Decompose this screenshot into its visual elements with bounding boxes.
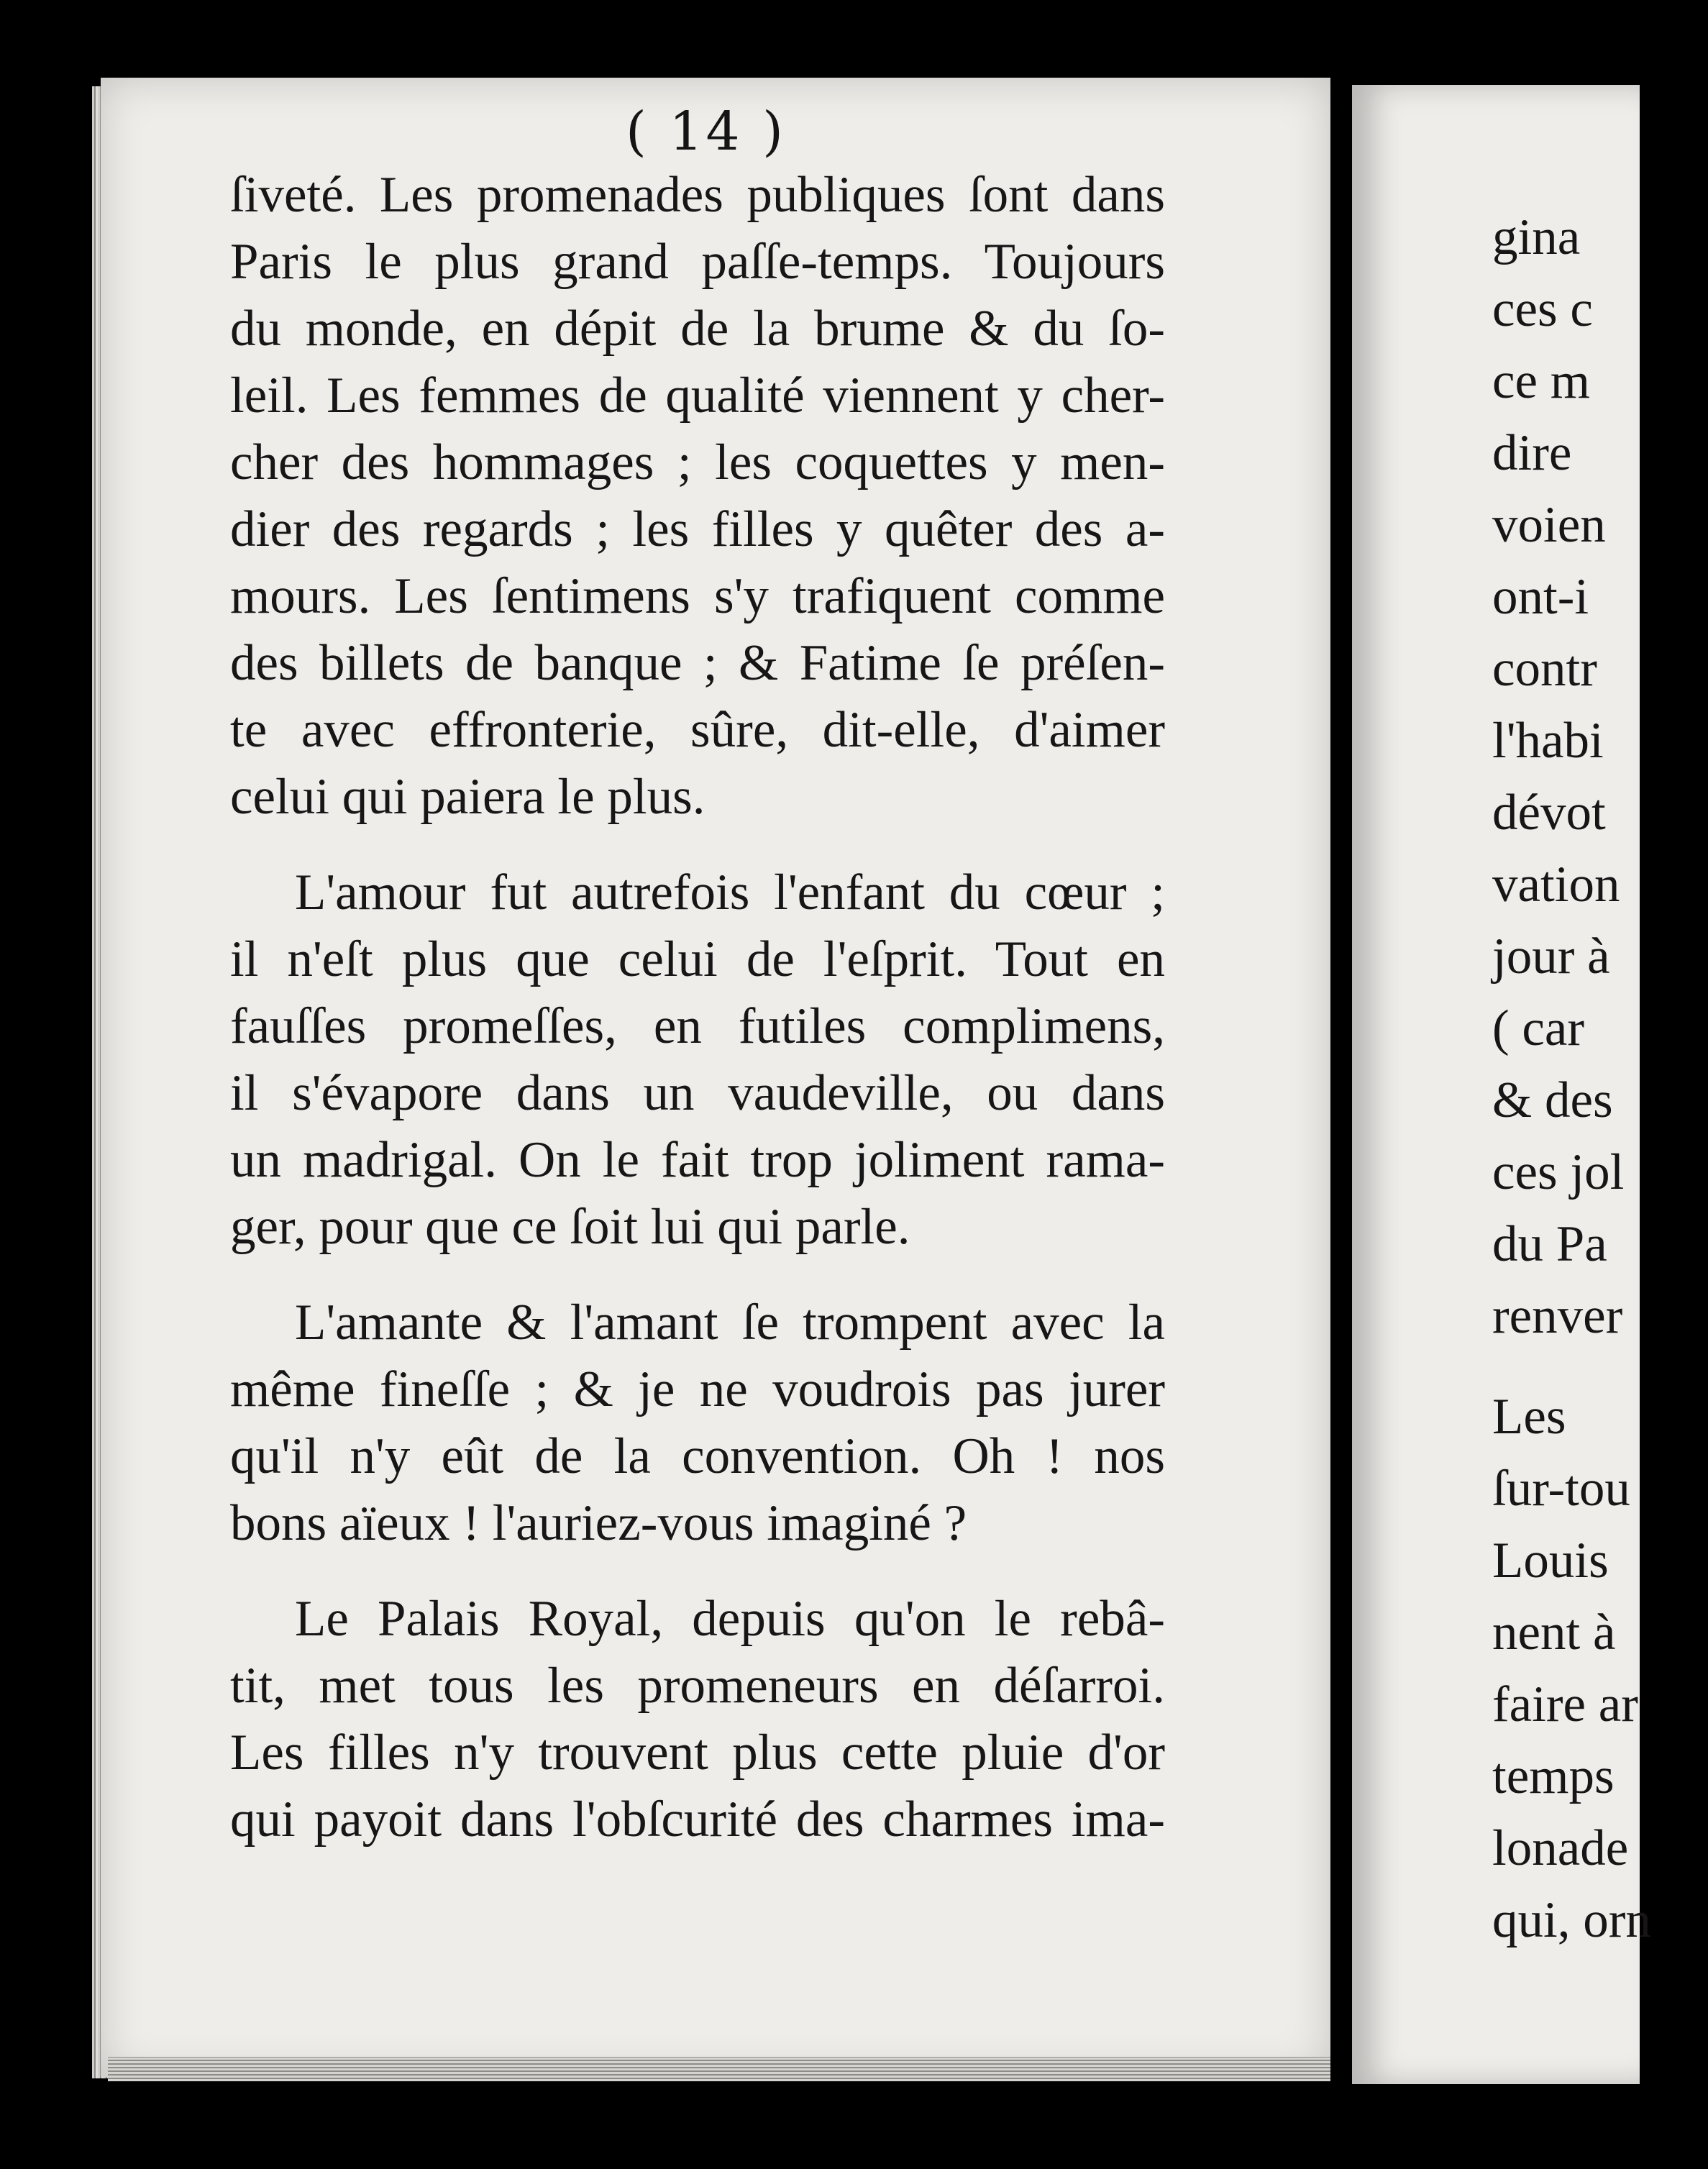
text-line: des billets de banque ; & Fatime ſe préſen- [230,635,1165,691]
text-line: Le Palais Royal, depuis qu'on le rebâ- [295,1591,1165,1647]
text-line: & des [1492,1072,1613,1128]
text-line: tit, met tous les promeneurs en déſarroi. [230,1658,1165,1714]
text-line: ont-i [1492,569,1589,625]
text-line: Les [1492,1389,1566,1445]
text-line: cher des hommages ; les coquettes y men- [230,434,1165,490]
text-line: qu'il n'y eût de la convention. Oh ! nos [230,1428,1165,1484]
text-line: qui, orn [1492,1892,1651,1948]
text-line: fauſſes promeſſes, en futiles complimens, [230,998,1165,1054]
text-line: il s'évapore dans un vaudeville, ou dans [230,1065,1165,1121]
text-line: ce m [1492,353,1591,409]
text-line: faire ar [1492,1676,1638,1732]
text-line: ces jol [1492,1144,1625,1200]
text-line: bons aïeux ! l'auriez-vous imaginé ? [230,1495,967,1551]
text-line: du monde, en dépit de la brume & du ſo- [230,301,1165,357]
text-line: l'habi [1492,713,1604,769]
text-line: vation [1492,857,1620,913]
text-line: Paris le plus grand paſſe-temps. Toujours [230,234,1165,290]
text-line: dier des regards ; les filles y quêter des a- [230,501,1165,557]
text-line: ſiveté. Les promenades publiques ſont dans [230,167,1165,223]
text-line: temps [1492,1748,1615,1804]
text-line: nent à [1492,1604,1616,1661]
text-line: qui payoit dans l'obſcurité des charmes ima- [230,1791,1165,1848]
text-line: mours. Les ſentimens s'y trafiquent comme [230,568,1165,624]
text-line: Les filles n'y trouvent plus cette pluie d'or [230,1725,1165,1781]
text-line: ( car [1492,1000,1585,1056]
text-line: lonade [1492,1820,1629,1876]
text-line: renver [1492,1288,1623,1344]
text-line: ces c [1492,281,1593,337]
text-line: dire [1492,425,1572,481]
text-line: celui qui paiera le plus. [230,769,705,825]
page-number: ( 14 ) [626,101,786,163]
left-page-text [230,162,1165,1853]
text-line: un madrigal. On le fait trop joliment rama- [230,1132,1165,1188]
text-line: leil. Les femmes de qualité viennent y cher- [230,367,1165,424]
text-line: dévot [1492,785,1606,841]
text-line: du Pa [1492,1216,1607,1272]
text-line: L'amour fut autrefois l'enfant du cœur ; [295,864,1165,921]
text-line: gina [1492,209,1581,265]
text-line: ger, pour que ce ſoit lui qui parle. [230,1199,910,1255]
text-line: voien [1492,497,1606,553]
text-line: ſur-tou [1492,1461,1630,1517]
text-line: il n'eſt plus que celui de l'eſprit. Tout en [230,931,1165,987]
text-line: te avec effronterie, sûre, dit-elle, d'aimer [230,702,1165,758]
left-page-bottom-edge [108,2057,1330,2081]
right-page-text [1492,201,1708,1956]
text-line: contr [1492,641,1597,697]
text-line: jour à [1492,928,1610,985]
text-line: même fineſſe ; & je ne voudrois pas jurer [230,1361,1165,1417]
text-line: L'amante & l'amant ſe trompent avec la [295,1294,1165,1351]
text-line: Louis [1492,1533,1609,1589]
